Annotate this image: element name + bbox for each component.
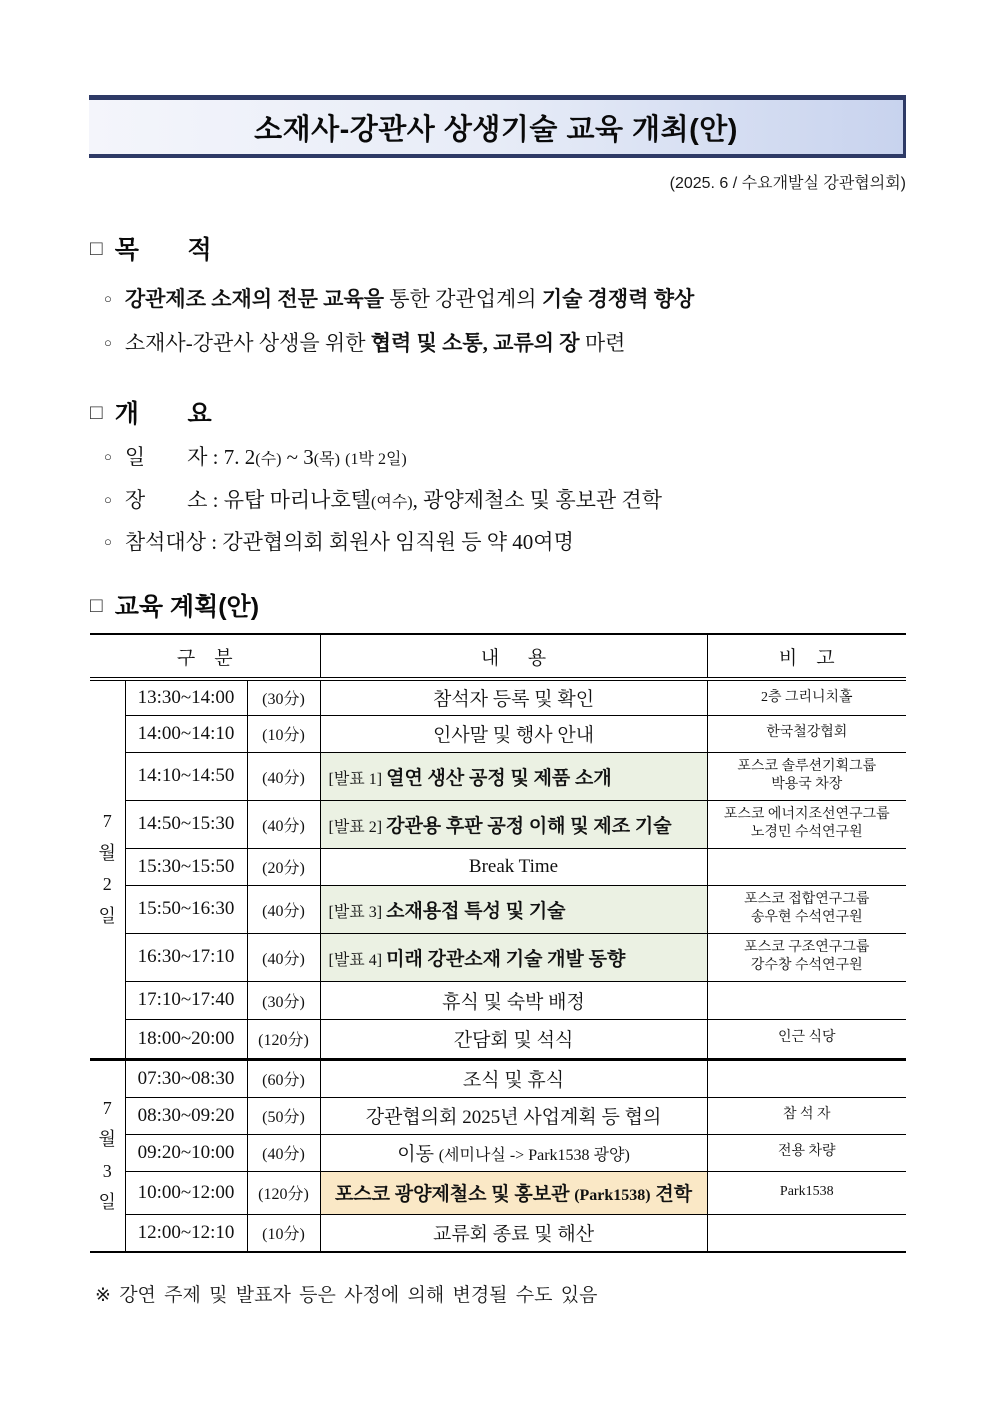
text-segment: Break Time (468, 855, 559, 877)
content-cell (320, 1134, 707, 1171)
table-header-row (90, 634, 906, 679)
section-purpose-title: 목 적 (114, 236, 212, 264)
remark-cell (707, 933, 906, 981)
overview-attendees-line (104, 526, 574, 556)
circle-bullet-icon: ○ (104, 291, 112, 306)
content-cell (320, 885, 707, 933)
circle-bullet-icon: ○ (104, 449, 112, 464)
text-segment: 견학 (650, 1184, 693, 1205)
duration-cell: (60分) (247, 1059, 320, 1097)
text-segment: , 광양제철소 및 홍보관 견학 (412, 488, 663, 512)
duration-cell: (30分) (247, 981, 320, 1019)
purpose-bullet-2-text (125, 327, 626, 357)
text-segment: 교류회 종료 및 해산 (432, 1224, 595, 1246)
remark-line: 전용 차량 (777, 1144, 836, 1160)
table-row (90, 981, 906, 1019)
overview-place-text (125, 484, 662, 514)
text-segment: (여수) (371, 494, 413, 511)
overview-place-line (104, 484, 662, 514)
text-segment: (수) (255, 451, 282, 468)
overview-date-text (125, 441, 407, 471)
text-segment: 마련 (579, 331, 626, 355)
column-header-bigo: 비 고 (707, 634, 906, 679)
table-row (90, 1019, 906, 1059)
duration-cell: (120分) (247, 1171, 320, 1214)
purpose-bullet-1 (104, 283, 694, 313)
text-segment: 협력 및 소통, 교류의 장 (370, 331, 580, 355)
remark-line: 포스코 구조연구그룹 (744, 939, 870, 955)
remark-line: 강수창 수석연구원 (750, 958, 863, 973)
table-row (90, 848, 906, 885)
text-segment: 강관용 후판 공정 이해 및 제조 기술 (386, 815, 672, 837)
section-purpose-heading (90, 230, 212, 266)
remark-cell (707, 1097, 906, 1134)
text-segment: [발표 4] (328, 951, 387, 969)
page-title: 소재사-강관사 상생기술 교육 개최(안) (254, 113, 738, 146)
remark-line: 노경민 수석연구원 (750, 825, 863, 840)
table-row (90, 1059, 906, 1097)
remark-cell (707, 1214, 906, 1252)
table-row (90, 1214, 906, 1252)
text-segment: (1박 2일) (345, 451, 407, 468)
table-row (90, 885, 906, 933)
text-segment: [발표 3] (328, 903, 387, 921)
text-segment: (세미나실 -> Park1538 광양) (438, 1147, 630, 1164)
time-cell: 17:10~17:40 (125, 981, 247, 1019)
text-segment: 조식 및 휴식 (462, 1070, 565, 1091)
overview-attendees-text (125, 526, 574, 556)
text-segment: 강관협의회 2025년 사업계획 등 협의 (365, 1107, 662, 1128)
text-segment: 참석대상 : 강관협의회 회원사 임직원 등 약 40여명 (124, 530, 574, 554)
text-segment: 소재용접 특성 및 기술 (386, 900, 566, 922)
time-cell: 14:10~14:50 (125, 752, 247, 800)
remark-line: 2층 그리니치홀 (760, 689, 853, 705)
time-cell: 07:30~08:30 (125, 1059, 247, 1097)
remark-line: 송우현 수석연구원 (750, 910, 863, 925)
text-segment: 강관제조 소재의 전문 교육을 (124, 287, 385, 311)
table-row (90, 1171, 906, 1214)
day-label-char: 일 (98, 1192, 116, 1213)
section-overview-title: 개 요 (114, 400, 212, 428)
content-cell (320, 679, 707, 715)
text-segment: 소재사-강관사 상생을 위한 (124, 331, 371, 355)
content-cell (320, 1171, 707, 1214)
table-row (90, 679, 906, 715)
section-plan-heading (90, 587, 259, 623)
remark-line: Park1538 (779, 1184, 834, 1200)
day-label-char: 일 (98, 905, 116, 926)
time-cell: 15:30~15:50 (125, 848, 247, 885)
day-label-char: 월 (98, 842, 116, 863)
day-label-char: 3 (102, 1160, 112, 1181)
content-cell (320, 933, 707, 981)
footnote: ※ 강연 주제 및 발표자 등은 사정에 의해 변경될 수도 있음 (95, 1285, 598, 1306)
schedule-table (90, 633, 906, 1253)
remark-cell (707, 752, 906, 800)
day-label-cell (90, 679, 125, 1059)
overview-date-line (104, 441, 407, 471)
remark-line: 박용국 차장 (771, 777, 843, 792)
text-segment: 통한 강관업계의 (384, 287, 542, 311)
table-row (90, 800, 906, 848)
time-cell: 08:30~09:20 (125, 1097, 247, 1134)
text-segment: 일 자 : 7. 2 (124, 445, 256, 469)
duration-cell: (120分) (247, 1019, 320, 1059)
remark-line: 한국철강협회 (766, 725, 848, 741)
remark-line: 포스코 접합연구그룹 (744, 891, 870, 907)
time-cell: 10:00~12:00 (125, 1171, 247, 1214)
text-segment: 휴식 및 숙박 배정 (442, 991, 585, 1013)
time-cell: 15:50~16:30 (125, 885, 247, 933)
square-bullet-icon: □ (90, 399, 103, 424)
section-overview-heading (90, 394, 212, 430)
table-row (90, 1097, 906, 1134)
title-bar (89, 95, 906, 158)
duration-cell: (20分) (247, 848, 320, 885)
text-segment: (Park1538) (574, 1187, 651, 1204)
content-cell (320, 715, 707, 752)
circle-bullet-icon: ○ (104, 534, 112, 549)
text-segment: 미래 강관소재 기술 개발 동향 (386, 948, 626, 970)
day-label-char: 월 (98, 1129, 116, 1150)
day-label-char: 2 (102, 874, 112, 895)
duration-cell: (10分) (247, 715, 320, 752)
remark-cell (707, 715, 906, 752)
table-row (90, 715, 906, 752)
time-cell: 14:00~14:10 (125, 715, 247, 752)
text-segment: 간담회 및 석식 (453, 1030, 574, 1051)
content-cell (320, 1019, 707, 1059)
text-segment: 참석자 등록 및 확인 (432, 689, 595, 711)
circle-bullet-icon: ○ (104, 335, 112, 350)
content-cell (320, 800, 707, 848)
circle-bullet-icon: ○ (104, 492, 112, 507)
time-cell: 18:00~20:00 (125, 1019, 247, 1059)
content-cell (320, 1059, 707, 1097)
text-segment: [발표 1] (328, 770, 387, 788)
square-bullet-icon: □ (90, 235, 103, 260)
section-plan-title: 교육 계획(안) (114, 593, 260, 621)
day-label-cell (90, 1059, 125, 1252)
remark-line: 포스코 솔루션기획그룹 (737, 758, 877, 774)
remark-cell (707, 1059, 906, 1097)
text-segment: 열연 생산 공정 및 제품 소개 (386, 767, 612, 789)
square-bullet-icon: □ (90, 592, 103, 617)
text-segment: 인사말 및 행사 안내 (432, 725, 595, 746)
duration-cell: (40分) (247, 933, 320, 981)
table-row (90, 933, 906, 981)
remark-cell (707, 848, 906, 885)
remark-line: 참 석 자 (782, 1107, 831, 1123)
content-cell (320, 752, 707, 800)
text-segment: (목) (313, 451, 340, 468)
table-row (90, 1134, 906, 1171)
content-cell (320, 981, 707, 1019)
content-cell (320, 848, 707, 885)
duration-cell: (40分) (247, 1134, 320, 1171)
time-cell: 14:50~15:30 (125, 800, 247, 848)
text-segment: 기술 경쟁력 향상 (541, 287, 695, 311)
purpose-bullet-1-text (125, 283, 694, 313)
column-header-gubun: 구 분 (90, 634, 320, 679)
duration-cell: (30分) (247, 679, 320, 715)
duration-cell: (40分) (247, 885, 320, 933)
remark-cell (707, 679, 906, 715)
text-segment: ~ 3 (281, 445, 314, 469)
remark-line: 포스코 에너지조선연구그룹 (723, 806, 890, 822)
content-cell (320, 1097, 707, 1134)
day-label-char: 7 (102, 811, 112, 832)
content-cell (320, 1214, 707, 1252)
remark-cell (707, 800, 906, 848)
day-label-char: 7 (102, 1097, 112, 1118)
remark-cell (707, 1019, 906, 1059)
time-cell: 09:20~10:00 (125, 1134, 247, 1171)
duration-cell: (40分) (247, 800, 320, 848)
time-cell: 13:30~14:00 (125, 679, 247, 715)
text-segment: 장 소 : 유탑 마리나호텔 (124, 488, 372, 512)
time-cell: 12:00~12:10 (125, 1214, 247, 1252)
remark-cell (707, 1171, 906, 1214)
duration-cell: (50分) (247, 1097, 320, 1134)
remark-cell (707, 885, 906, 933)
remark-cell (707, 981, 906, 1019)
duration-cell: (40分) (247, 752, 320, 800)
purpose-bullet-2 (104, 327, 625, 357)
time-cell: 16:30~17:10 (125, 933, 247, 981)
remark-cell (707, 1134, 906, 1171)
duration-cell: (10分) (247, 1214, 320, 1252)
column-header-naeyong: 내 용 (320, 634, 707, 679)
text-segment: 이동 (397, 1144, 439, 1165)
remark-line: 인근 식당 (777, 1030, 836, 1046)
text-segment: 포스코 광양제철소 및 홍보관 (334, 1184, 575, 1205)
text-segment: [발표 2] (328, 818, 387, 836)
subtitle: (2025. 6 / 수요개발실 강관협의회) (669, 175, 906, 192)
table-row (90, 752, 906, 800)
